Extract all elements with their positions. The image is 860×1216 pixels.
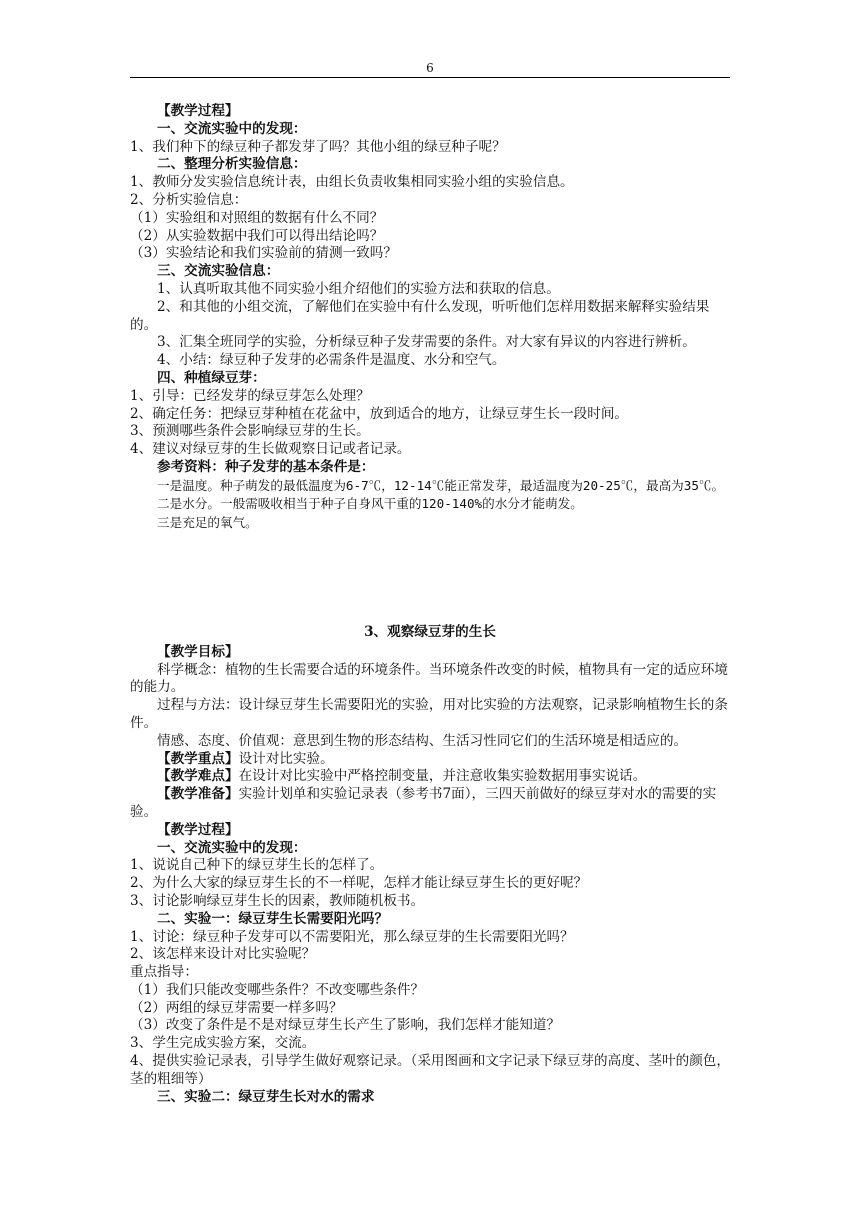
list-item: 2、确定任务：把绿豆芽种植在花盆中，放到适合的地方，让绿豆芽生长一段时间。 xyxy=(130,405,629,422)
list-item: （1）实验组和对照组的数据有什么不同？ xyxy=(130,209,384,226)
list-item: 3、学生完成实验方案，交流。 xyxy=(130,1035,316,1052)
part-heading: 二、整理分析实验信息： xyxy=(157,156,307,173)
list-item: 3、预测哪些条件会影响绿豆芽的生长。 xyxy=(130,423,370,440)
list-item: 1、引导：已经发芽的绿豆芽怎么处理？ xyxy=(130,387,370,404)
list-item: 1、说说自己种下的绿豆芽生长的怎样了。 xyxy=(130,857,384,874)
list-item: 3、讨论影响绿豆芽生长的因素，教师随机板书。 xyxy=(130,892,425,909)
list-item: 3、汇集全班同学的实验，分析绿豆种子发芽需要的条件。对大家有异议的内容进行辨析。 xyxy=(157,334,696,351)
section-heading: 【教学过程】 xyxy=(157,821,239,838)
list-item: 4、建议对绿豆芽的生长做观察日记或者记录。 xyxy=(130,441,411,458)
list-item: （3）实验结论和我们实验前的猜测一致吗？ xyxy=(130,245,397,262)
goal-item: 情感、态度、价值观：意思到生物的形态结构、生活习性同它们的生活环境是相适应的。 xyxy=(157,732,688,749)
reference-item: 二是水分。一般需吸收相当于种子自身风干重的120-140%的水分才能萌发。 xyxy=(157,496,583,512)
list-item: 4、提供实验记录表，引导学生做好观察记录。（采用图画和文字记录下绿豆芽的高度、茎叶的颜色，茎的粗细等） xyxy=(130,1053,730,1087)
list-item: 1、讨论：绿豆种子发芽可以不需要阳光，那么绿豆芽的生长需要阳光吗？ xyxy=(130,928,574,945)
part-heading: 三、交流实验信息： xyxy=(157,263,280,280)
reference-item: 一是温度。种子萌发的最低温度为6-7℃，12-14℃能正常发芽，最适温度为20-25℃，最高为35℃。 xyxy=(157,477,725,493)
part-heading: 一、交流实验中的发现： xyxy=(157,120,307,137)
reference-item: 三是充足的氧气。 xyxy=(157,514,258,530)
goal-item: 过程与方法：设计绿豆芽生长需要阳光的实验，用对比实验的方法观察，记录影响植物生长的条件。 xyxy=(130,697,728,731)
part-heading: 四、种植绿豆芽： xyxy=(157,369,266,386)
list-item: 1、我们种下的绿豆种子都发芽了吗？其他小组的绿豆种子呢？ xyxy=(130,138,506,155)
part-heading: 一、交流实验中的发现： xyxy=(157,839,307,856)
section-heading: 【教学目标】 xyxy=(157,643,239,660)
list-item: （2）从实验数据中我们可以得出结论吗？ xyxy=(130,227,384,244)
list-item: 1、教师分发实验信息统计表，由组长负责收集相同实验小组的实验信息。 xyxy=(130,174,574,191)
list-item: 重点指导： xyxy=(130,964,198,981)
list-item: （1）我们只能改变哪些条件？不改变哪些条件？ xyxy=(130,981,425,998)
list-item: 2、和其他的小组交流，了解他们在实验中有什么发现，听听他们怎样用数据来解释实验结果的。 xyxy=(130,298,710,333)
list-item: 2、该怎样来设计对比实验呢？ xyxy=(130,946,316,963)
key-point-label: 【教学重点】 xyxy=(157,750,239,767)
preparation xyxy=(130,786,730,822)
part-heading: 二、实验一：绿豆芽生长需要阳光吗？ xyxy=(157,910,389,927)
list-item: 4、小结：绿豆种子发芽的必需条件是温度、水分和空气。 xyxy=(157,352,506,369)
preparation-label: 【教学准备】 xyxy=(157,786,239,803)
document-body xyxy=(130,103,730,1106)
difficulty-label: 【教学难点】 xyxy=(157,768,239,785)
difficulty xyxy=(130,768,730,786)
goal-item: 科学概念：植物的生长需要合适的环境条件。当环境条件改变的时候，植物具有一定的适应环境的能力。 xyxy=(130,661,728,696)
section-heading: 【教学过程】 xyxy=(157,103,239,119)
page-number: 6 xyxy=(426,61,434,75)
section-gap xyxy=(130,532,730,620)
list-item: 1、认真听取其他不同实验小组介绍他们的实验方法和获取的信息。 xyxy=(157,280,560,297)
list-item: 2、为什么大家的绿豆芽生长的不一样呢，怎样才能让绿豆芽生长的更好呢？ xyxy=(130,875,588,892)
list-item: （3）改变了条件是不是对绿豆芽生长产生了影响，我们怎样才能知道？ xyxy=(130,1017,561,1034)
list-item: （2）两组的绿豆芽需要一样多吗？ xyxy=(130,999,343,1016)
header-divider xyxy=(130,77,730,78)
difficulty-text: 在设计对比实验中严格控制变量，并注意收集实验数据用事实说话。 xyxy=(238,768,647,785)
preparation-text: 实验计划单和实验记录表（参考书7面），三四天前做好的绿豆芽对水的需要的实验。 xyxy=(130,786,717,820)
key-point-text: 设计对比实验。 xyxy=(238,750,334,767)
key-point xyxy=(130,751,730,769)
list-item: 2、分析实验信息： xyxy=(130,191,248,208)
lesson-title: 3、观察绿豆芽的生长 xyxy=(364,623,496,640)
reference-heading: 参考资料：种子发芽的基本条件是： xyxy=(157,458,375,475)
part-heading: 三、实验二：绿豆芽生长对水的需求 xyxy=(157,1088,375,1105)
